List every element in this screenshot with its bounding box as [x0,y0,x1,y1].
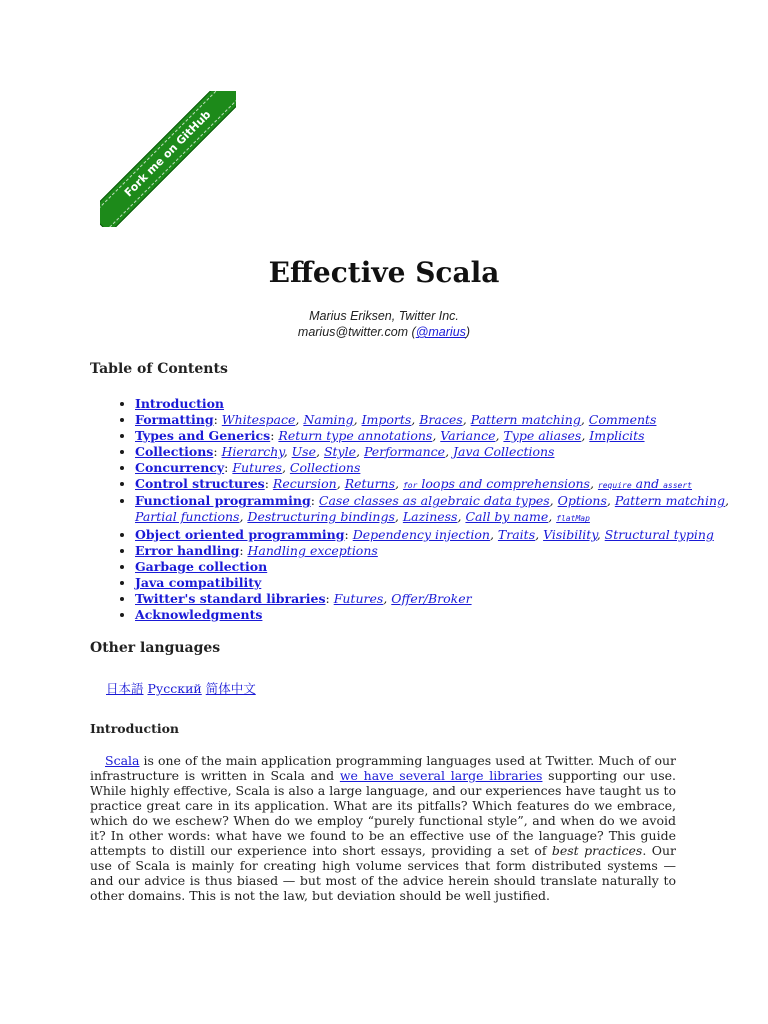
toc-sub-link[interactable]: Recursion [272,475,337,491]
toc-link-error-handling[interactable]: Error handling [135,543,240,559]
toc-sub-link[interactable]: Laziness [402,509,458,525]
toc-heading: Table of Contents [90,361,228,377]
toc-item-garbage-collection [135,559,735,575]
toc-sub-link[interactable]: Handling exceptions [247,543,378,559]
intro-text-2: supporting our use. While highly effective, Scala is also a large language, and our experiences have taught us to practice great care in its application. What are its pitfalls? Which features do we embrace, which do we eschew? When do we employ “purely functional style”, and when do we avoid it? In other words: what have we found to be an effective use of the language? This guide attempts to distill our experience into short essays, providing a set of [90,768,676,858]
toc-link-functional-programming[interactable]: Functional programming [135,493,311,509]
toc-sub-link[interactable]: Hierarchy [221,443,284,459]
author-line: Marius Eriksen, Twitter Inc. [309,309,459,323]
introduction-paragraph [90,753,676,903]
toc-sub-link[interactable]: Futures [333,590,384,606]
toc-item-control-structures: • Control structures: Recursion, Returns, for loops and comprehensions, require and assert [135,476,735,494]
toc-sub-link[interactable]: Case classes as algebraic data types [318,493,550,509]
github-ribbon[interactable] [100,91,236,227]
toc-link-twitter-libraries[interactable]: Twitter's standard libraries [135,590,326,606]
paren-open: ( [408,325,416,339]
toc-link-object-oriented-programming[interactable]: Object oriented programming [135,527,345,543]
toc-sub-link[interactable]: Type aliases [503,427,582,443]
toc-sub-link[interactable]: Variance [440,427,496,443]
toc-item-twitter-libraries: • Twitter's standard libraries: Futures, Offer/Broker [135,591,735,607]
toc-sub-link[interactable]: Return type annotations [278,427,433,443]
toc-link-introduction[interactable]: Introduction [135,396,225,411]
toc-sub-link[interactable]: Pattern matching [470,411,581,427]
introduction-heading: Introduction [90,721,180,736]
toc-item-functional-programming: • Functional programming: Case classes as algebraic data types, Options, Pattern matching, Partial functions, Destructuring bindings, Laziness, Call by name, flatMap [135,493,735,527]
toc-sub-link[interactable]: Style [323,443,356,459]
code-flatmap: flatMap [556,514,590,524]
author-email: marius@twitter.com [297,325,409,339]
toc-sub-link[interactable]: Returns [344,475,396,491]
toc-sub-link[interactable]: Traits [497,527,536,543]
twitter-handle-link[interactable]: @marius [415,325,466,339]
toc-sub-link[interactable]: Structural typing [604,527,714,543]
toc-sub-link[interactable]: Offer/Broker [391,590,472,606]
toc-item-error-handling: • Error handling: Handling exceptions [135,543,735,559]
fork-me-ribbon[interactable] [100,91,236,227]
fork-me-link[interactable]: Fork me on GitHub [100,91,236,227]
toc-sub-link[interactable]: Pattern matching [614,493,726,509]
table-of-contents [90,396,735,623]
scala-link[interactable]: Scala [105,753,140,768]
best-practices-emphasis: best practices [551,843,643,858]
toc-sub-link[interactable]: Imports [361,411,412,427]
page-title: Effective Scala [268,256,500,289]
toc-sub-link[interactable]: Whitespace [221,411,296,427]
toc-link-garbage-collection[interactable]: Garbage collection [135,559,268,575]
toc-item-java-compatibility [135,575,735,591]
toc-sub-link[interactable]: Destructuring bindings [247,509,395,525]
toc-item-concurrency: • Concurrency: Futures, Collections [135,460,735,476]
language-link-japanese[interactable]: 日本語 [106,681,144,696]
libraries-link[interactable]: we have several large libraries [339,768,543,783]
code-for: for [402,480,418,490]
language-link-russian[interactable]: Русский [147,681,202,696]
toc-sub-link-flatmap[interactable] [556,509,590,524]
toc-sub-link[interactable]: Comments [588,411,657,427]
toc-sub-link[interactable]: Futures [232,459,282,475]
toc-item-collections: • Collections: Hierarchy, Use, Style, Performance, Java Collections [135,444,735,460]
toc-sub-link[interactable]: Performance [363,443,446,459]
code-require: require [597,480,632,490]
byline [0,308,768,340]
intro-text-3: . Our use of Scala is mainly for creating high volume services that form distributed systems — and our advice is thus biased — but most of the advice herein should translate naturally to other domains. This is not the law, but deviation should be well justified. [90,843,676,903]
toc-sub-link[interactable]: Options [557,493,607,509]
toc-item-acknowledgments [135,607,735,623]
language-link-chinese[interactable]: 简体中文 [205,681,256,696]
toc-sub-link-for-loops[interactable] [403,476,590,491]
toc-link-java-compatibility[interactable]: Java compatibility [135,574,262,590]
toc-sub-link[interactable]: Collections [289,459,361,475]
toc-sub-link-require-assert[interactable] [598,476,692,491]
toc-link-collections[interactable]: Collections [135,443,214,459]
toc-link-acknowledgments[interactable]: Acknowledgments [135,606,263,622]
toc-sub-link[interactable]: Partial functions [135,509,240,525]
toc-link-types-and-generics[interactable]: Types and Generics [135,427,271,443]
toc-sub-link[interactable]: Visibility [543,527,597,543]
toc-item-types-and-generics: • Types and Generics: Return type annotations, Variance, Type aliases, Implicits [135,428,735,444]
toc-sub-link[interactable]: Naming [303,411,354,427]
toc-sub-link[interactable]: Implicits [589,427,645,443]
code-assert: assert [663,480,692,490]
toc-sub-link[interactable]: Java Collections [453,443,555,459]
toc-sub-link[interactable]: Use [291,443,316,459]
toc-link-formatting[interactable]: Formatting [135,411,214,427]
toc-sub-link[interactable]: Braces [419,411,463,427]
intro-text-1: is one of the main application programming languages used at Twitter. Much of our infrastructure is written in Scala and [90,753,676,783]
toc-link-concurrency[interactable]: Concurrency [135,459,225,475]
toc-item-object-oriented-programming: • Object oriented programming: Dependency injection, Traits, Visibility, Structural typing [135,527,735,543]
language-links [106,679,256,697]
toc-item-introduction [135,396,735,412]
for-loops-text: loops and comprehensions [417,475,590,491]
contact-line [0,324,768,340]
paren-close: ) [465,325,471,339]
and-text: and [631,475,664,491]
toc-link-control-structures[interactable]: Control structures [135,475,265,491]
toc-item-formatting: • Formatting: Whitespace, Naming, Imports, Braces, Pattern matching, Comments [135,412,735,428]
toc-sub-link[interactable]: Dependency injection [352,527,490,543]
toc-sub-link[interactable]: Call by name [465,509,549,525]
other-languages-heading: Other languages [90,640,221,656]
